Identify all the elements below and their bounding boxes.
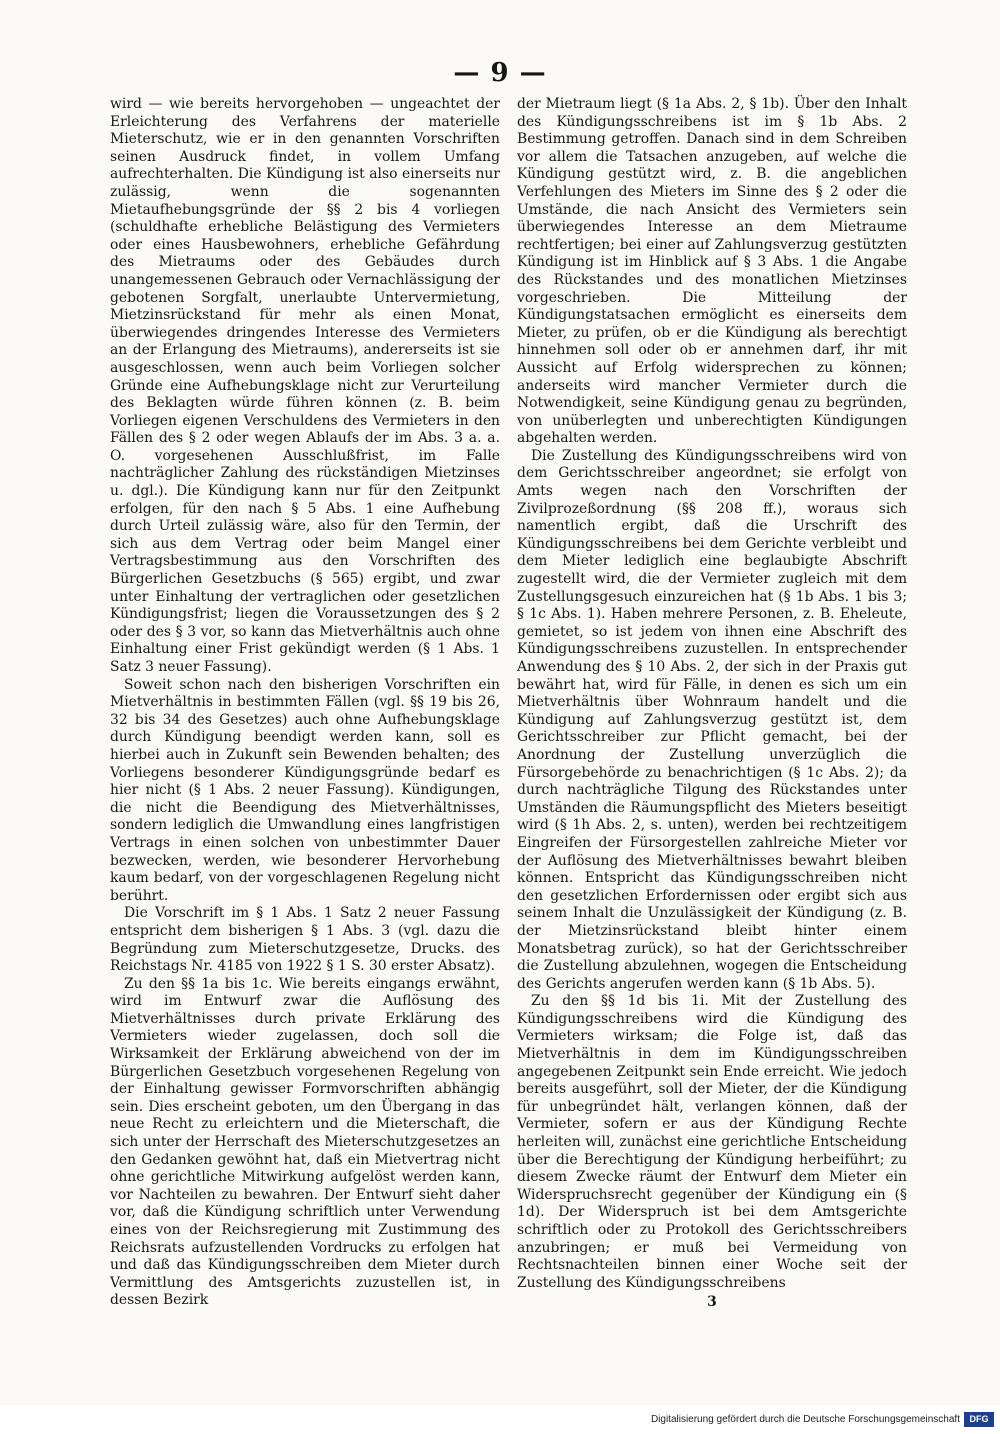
dfg-logo-icon: DFG: [964, 1412, 994, 1427]
page-number: — 9 —: [453, 58, 547, 88]
left-text-column: [110, 96, 500, 1310]
paragraph: Die Vorschrift im § 1 Abs. 1 Satz 2 neuer Fassung entspricht dem bisherigen § 1 Abs. 3 (vgl. dazu die Begründung zum Mieterschutzgesetze, Drucks. des Reichstags Nr. 4185 von 1922 § 1 S. 30 erster Absatz).: [110, 905, 500, 975]
funding-notice: Digitalisierung gefördert durch die Deutsche Forschungsgemeinschaft: [650, 1414, 960, 1425]
paragraph: der Mietraum liegt (§ 1a Abs. 2, § 1b). Über den Inhalt des Kündigungsschreibens ist im § 1b Abs. 2 Bestimmung getroffen. Danach sind in dem Schreiben vor allem die Tatsachen anzugeben, auf welche die Kündigung gestützt wird, z. B. die angeblichen Verfehlungen des Mieters im Sinne des § 2 oder die Umstände, die nach Ansicht des Vermieters sein überwiegendes Interesse an dem Mietraume rechtfertigen; bei einer auf Zahlungsverzug gestützten Kündigung ist im Hinblick auf § 3 Abs. 1 die Angabe des Rückstandes und des monatlichen Mietzinses vorgeschrieben. Die Mitteilung der Kündigungstatsachen ermöglicht es einerseits dem Mieter, zu prüfen, ob er die Kündigung als berechtigt hinnehmen soll oder ob er annehmen darf, ihr mit Aussicht auf Erfolg widersprechen zu können; anderseits wird mancher Vermieter durch die Notwendigkeit, seine Kündigung genau zu begründen, von unüberlegten und unberechtigten Kündigungen abgehalten werden.: [517, 96, 907, 447]
paragraph: Zu den §§ 1a bis 1c. Wie bereits eingangs erwähnt, wird im Entwurf zwar die Auflösung des Mietverhältnisses durch private Erklärung des Vermieters wieder zugelassen, doch soll die Wirksamkeit der Erklärung abweichend von der im Bürgerlichen Gesetzbuch vorgesehenen Regelung von der Einhaltung gewisser Formvorschriften abhängig sein. Dies erscheint geboten, um den Übergang in das neue Recht zu erleichtern und die Mieterschaft, die sich unter der Herrschaft des Mieterschutzgesetzes an den Gedanken gewöhnt hat, daß ein Mietvertrag nicht ohne gerichtliche Mitwirkung aufgelöst werden kann, vor Nachteilen zu bewahren. Der Entwurf sieht daher vor, daß die Kündigung schriftlich unter Verwendung eines von der Reichsregierung mit Zustimmung des Reichsrats aufzustellenden Vordrucks zu erfolgen hat und daß das Kündigungsschreiben dem Mieter durch Vermittlung des Amtsgerichts zuzustellen ist, in dessen Bezirk: [110, 975, 500, 1309]
paragraph: wird — wie bereits hervorgehoben — ungeachtet der Erleichterung des Verfahrens der materielle Mieterschutz, wie er in den genannten Vorschriften seinen Ausdruck findet, in vollem Umfang aufrechterhalten. Die Kündigung ist also einerseits nur zulässig, wenn die sogenannten Mietaufhebungsgründe der §§ 2 bis 4 vorliegen (schuldhafte erhebliche Belästigung des Vermieters oder eines Hausbewohners, erhebliche Gefährdung des Mietraums oder des Gebäudes durch unangemessenen Gebrauch oder Vernachlässigung der gebotenen Sorgfalt, unerlaubte Untervermietung, Mietzinsrückstand für mehr als einen Monat, überwiegendes dringendes Interesse des Vermieters an der Erlangung des Mietraums), andererseits ist sie ausgeschlossen, wenn auch beim Vorliegen solcher Gründe eine Aufhebungsklage nicht zur Verurteilung des Beklagten würde führen können (z. B. beim Vorliegen eigenen Verschuldens des Vermieters in den Fällen des § 2 oder wegen Ablaufs der im Abs. 3 a. a. O. vorgesehenen Ausschlußfrist, im Falle nachträglicher Zahlung des rückständigen Mietzinses u. dgl.). Die Kündigung kann nur für den Zeitpunkt erfolgen, für den nach § 5 Abs. 1 eine Aufhebung durch Urteil zulässig wäre, also für den Termin, der sich aus dem Vertrag oder beim Mangel einer Vertragsbestimmung aus den Vorschriften des Bürgerlichen Gesetzbuchs (§ 565) ergibt, und zwar unter Einhaltung der vertraglichen oder gesetzlichen Kündigungsfrist; liegen die Voraussetzungen des § 2 oder des § 3 vor, so kann das Mietverhältnis auch ohne Einhaltung einer Frist gekündigt werden (§ 1 Abs. 1 Satz 3 neuer Fassung).: [110, 96, 500, 675]
paragraph: Zu den §§ 1d bis 1i. Mit der Zustellung des Kündigungsschreibens wird die Kündigung des Vermieters wirksam; die Folge ist, daß das Mietverhältnis in dem im Kündigungsschreiben angegebenen Zeitpunkt sein Ende erreicht. Wie jedoch bereits ausgeführt, soll der Mieter, der die Kündigung für unbegründet hält, verlangen können, daß der Vermieter, sofern er aus der Kündigung Rechte herleiten will, zunächst eine gerichtliche Entscheidung über die Berechtigung der Kündigung herbeiführt; zu diesem Zwecke räumt der Entwurf dem Mieter ein Widerspruchsrecht gegenüber der Kündigung ein (§ 1d). Der Widerspruch ist bei dem Amtsgerichte schriftlich oder zu Protokoll des Gerichtsschreibers anzubringen; er muß bei Vermeidung von Rechtsnachteilen binnen einer Woche seit der Zustellung des Kündigungsschreibens: [517, 993, 907, 1291]
footer-bar: [0, 1405, 1000, 1434]
paragraph: Soweit schon nach den bisherigen Vorschriften ein Mietverhältnis in bestimmten Fällen (vgl. §§ 19 bis 26, 32 bis 34 des Gesetzes) auch ohne Aufhebungsklage durch Kündigung beendigt werden kann, soll es hierbei auch in Zukunft sein Bewenden behalten; des Vorliegens besonderer Kündigungsgründe bedarf es hier nicht (§ 1 Abs. 2 neuer Fassung). Kündigungen, die nicht die Beendigung des Mietverhältnisses, sondern lediglich die Umwandlung eines langfristigen Vertrags in einen solchen von unbestimmter Dauer bezwecken, werden, wie besonderer Hervorhebung kaum bedarf, von der vorgeschlagenen Regelung nicht berührt.: [110, 676, 500, 904]
right-text-column: [517, 96, 907, 1312]
paragraph: Die Zustellung des Kündigungsschreibens wird von dem Gerichtsschreiber angeordnet; sie erfolgt von Amts wegen nach den Vorschriften der Zivilprozeßordnung (§§ 208 ff.), woraus sich namentlich ergibt, daß die Urschrift des Kündigungsschreibens bei dem Gerichte verbleibt und dem Mieter lediglich eine beglaubigte Abschrift zugestellt wird, die der Vermieter zugleich mit dem Zustellungsgesuch einzureichen hat (§ 1b Abs. 1 bis 3; § 1c Abs. 1). Haben mehrere Personen, z. B. Eheleute, gemietet, so ist jedem von ihnen eine Abschrift des Kündigungsschreibens zuzustellen. In entsprechender Anwendung des § 10 Abs. 2, der sich in der Praxis gut bewährt hat, wird für Fälle, in denen es sich um ein Mietverhältnis über Wohnraum handelt und die Kündigung auf Zahlungsverzug gestützt ist, dem Gerichtsschreiber zur Pflicht gemacht, bei der Anordnung der Zustellung unverzüglich die Fürsorgebehörde zu benachrichtigen (§ 1c Abs. 2); da durch nachträgliche Tilgung des Rückstandes unter Umständen die Räumungspflicht des Mieters beseitigt wird (§ 1h Abs. 2, s. unten), werden bei rechtzeitigem Eingreifen der Fürsorgestellen zahlreiche Mieter vor der Auflösung des Mietverhältnisses bewahrt bleiben können. Entspricht das Kündigungsschreiben nicht den gesetzlichen Erfordernissen oder ergibt sich aus seinem Inhalt die Unzulässigkeit der Kündigung (z. B. der Mietzinsrückstand bleibt hinter einem Monatsbetrag zurück), so hat der Gerichtsschreiber die Zustellung abzulehnen, wogegen die Entscheidung des Gerichts angerufen werden kann (§ 1b Abs. 5).: [517, 447, 907, 992]
printer-signature: 3: [707, 1294, 717, 1311]
